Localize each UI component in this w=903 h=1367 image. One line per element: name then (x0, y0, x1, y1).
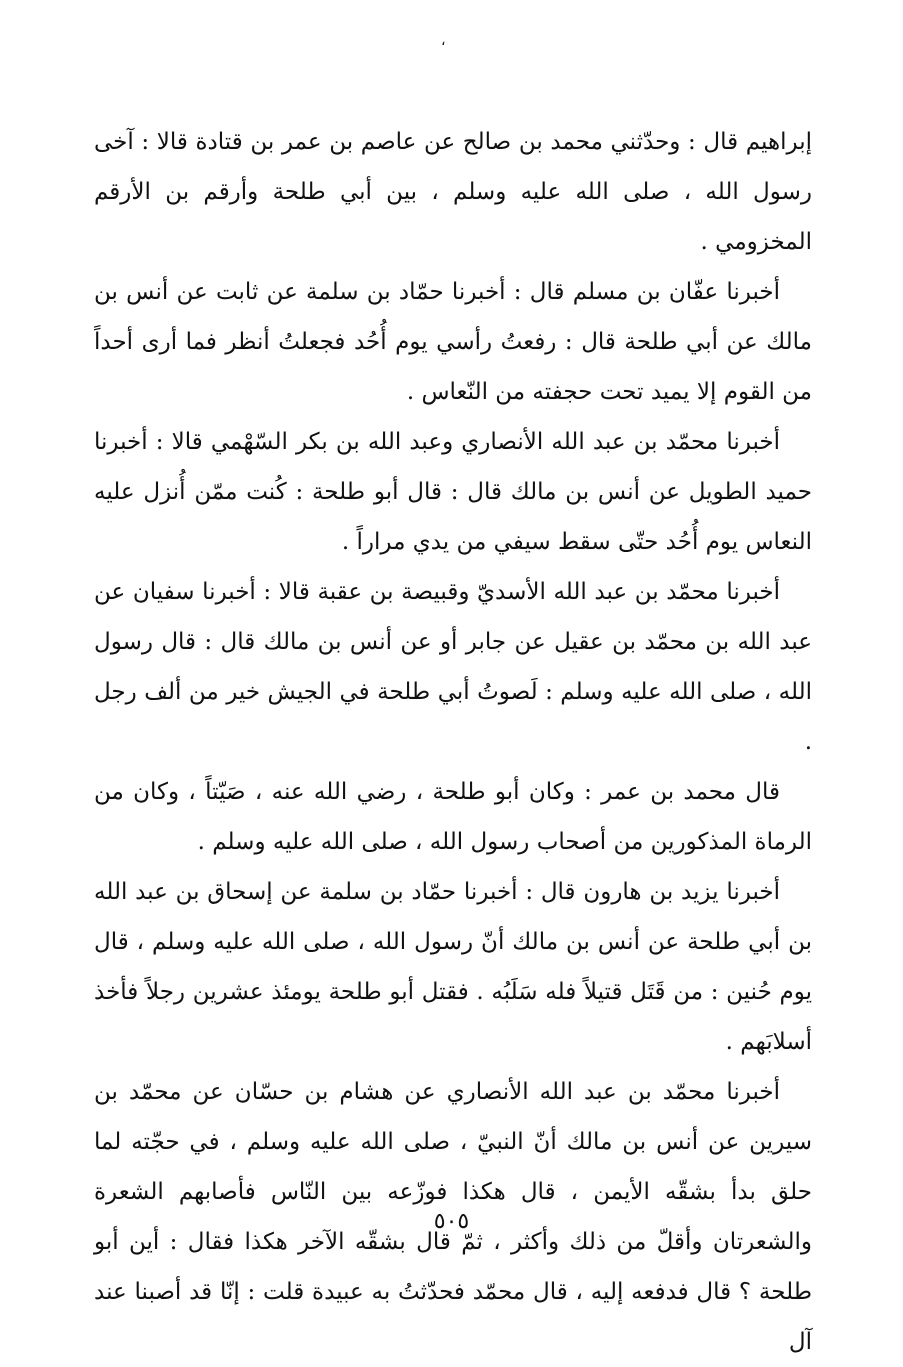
page-number: ٥٠٥ (433, 1209, 470, 1234)
paragraph-4: أخبرنا محمّد بن عبد الله الأسديّ وقبيصة بن عقبة قالا : أخبرنا سفيان عن عبد الله بن محمّد بن عقيل عن جابر أو عن أنس بن مالك قال : قال رسول الله ، صلى الله عليه وسلم : لَصوتُ أبي طلحة في الجيش خير من ألف رجل . (94, 579, 812, 755)
paragraph-2: أخبرنا عفّان بن مسلم قال : أخبرنا حمّاد بن سلمة عن ثابت عن أنس بن مالك عن أبي طلحة قال : رفعتُ رأسي يوم أُحُد فجعلتُ أنظر فما أرى أحداً من القوم إلا يميد تحت حجفته من النّعاس . (94, 279, 812, 405)
paragraph-6: أخبرنا يزيد بن هارون قال : أخبرنا حمّاد بن سلمة عن إسحاق بن عبد الله بن أبي طلحة عن أنس بن مالك أنّ رسول الله ، صلى الله عليه وسلم ، قال يوم حُنين : من قَتَل قتيلاً فله سَلَبُه . فقتل أبو طلحة يومئذ عشرين رجلاً فأخذ أسلابَهم . (94, 879, 812, 1055)
paragraph-1: إبراهيم قال : وحدّثني محمد بن صالح عن عاصم بن عمر بن قتادة قالا : آخى رسول الله ، صلى الله عليه وسلم ، بين أبي طلحة وأرقم بن الأرقم المخزومي . (94, 129, 812, 255)
paragraph-5: قال محمد بن عمر : وكان أبو طلحة ، رضي الله عنه ، صَيّتاً ، وكان من الرماة المذكورين من أصحاب رسول الله ، صلى الله عليه وسلم . (94, 779, 812, 855)
paragraph-3: أخبرنا محمّد بن عبد الله الأنصاري وعبد الله بن بكر السّهْمي قالا : أخبرنا حميد الطويل عن أنس بن مالك قال : قال أبو طلحة : كُنت ممّن أُنزل عليه النعاس يوم أُحُد حتّى سقط سيفي من يدي مراراً . (94, 429, 812, 555)
page-text (94, 117, 812, 1367)
top-mark: ، (441, 33, 446, 49)
paragraph-7: أخبرنا محمّد بن عبد الله الأنصاري عن هشام بن حسّان عن محمّد بن سيرين عن أنس بن مالك أنّ النبيّ ، صلى الله عليه وسلم ، في حجّته لما حلق بدأ بشقّه الأيمن ، قال هكذا فوزّعه بين النّاس فأصابهم الشعرة والشعرتان وأقلّ من ذلك وأكثر ، ثمّ قال بشقّه الآخر هكذا فقال : أين أبو طلحة ؟ قال فدفعه إليه ، قال محمّد فحدّثتُ به عبيدة قلت : إنّا قد أصبنا عند آل (94, 1079, 812, 1355)
